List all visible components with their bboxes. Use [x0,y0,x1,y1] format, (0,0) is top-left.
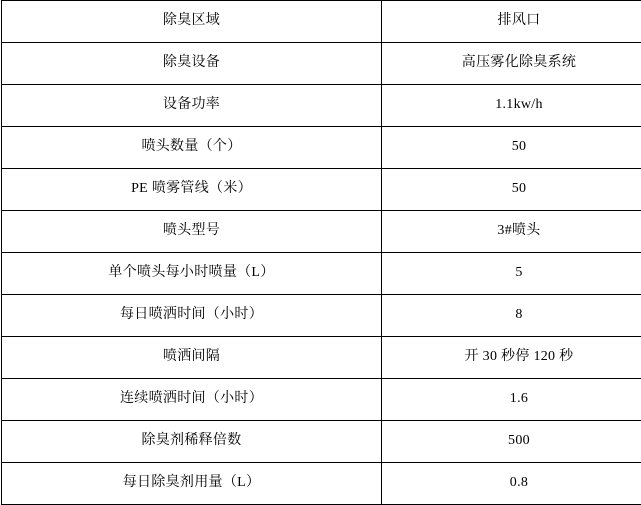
cell-text: 500 [508,433,530,450]
row-label-cell [2,379,382,421]
cell-text: 5 [515,265,522,282]
table-body [2,1,641,505]
cell-text: 50 [512,139,527,156]
row-label-cell [2,1,382,43]
row-label-cell [2,463,382,505]
cell-text: 1.1kw/h [495,97,543,114]
row-value-cell [382,85,641,127]
table-row [2,337,641,379]
cell-text: 0.8 [510,475,528,492]
table-row [2,211,641,253]
row-value-cell [382,1,641,43]
row-label-cell [2,421,382,463]
row-value-cell [382,421,641,463]
cell-text: 每日喷洒时间（小时） [120,307,263,324]
deodorization-spec-table [1,0,641,505]
cell-text: 除臭区域 [163,13,220,30]
cell-text: 除臭剂稀释倍数 [141,433,241,450]
cell-text: 50 [512,181,527,198]
table-row [2,127,641,169]
row-label-cell [2,85,382,127]
table-row [2,421,641,463]
cell-text: 高压雾化除臭系统 [462,55,576,72]
row-label-cell [2,43,382,85]
cell-text: 开 30 秒停 120 秒 [465,349,574,366]
cell-text: 8 [515,307,522,324]
table-row [2,463,641,505]
table-row [2,379,641,421]
cell-text: 喷头型号 [163,223,220,240]
cell-text: 喷洒间隔 [163,349,220,366]
row-value-cell [382,169,641,211]
cell-text: 每日除臭剂用量（L） [123,475,261,492]
row-label-cell [2,127,382,169]
cell-text: 设备功率 [163,97,220,114]
row-value-cell [382,379,641,421]
row-label-cell [2,253,382,295]
cell-text: 喷头数量（个） [141,139,241,156]
row-value-cell [382,127,641,169]
table-row [2,169,641,211]
cell-text: 3#喷头 [497,223,540,240]
cell-text: 1.6 [510,391,528,408]
row-value-cell [382,43,641,85]
row-value-cell [382,295,641,337]
cell-text: PE 喷雾管线（米） [131,181,252,198]
row-label-cell [2,295,382,337]
row-value-cell [382,211,641,253]
cell-text: 单个喷头每小时喷量（L） [108,265,274,282]
row-label-cell [2,211,382,253]
row-label-cell [2,169,382,211]
row-value-cell [382,253,641,295]
row-value-cell [382,463,641,505]
table-row [2,1,641,43]
table-row [2,295,641,337]
row-value-cell [382,337,641,379]
table-row [2,253,641,295]
table-row [2,85,641,127]
cell-text: 排风口 [498,13,541,30]
table-row [2,43,641,85]
cell-text: 除臭设备 [163,55,220,72]
row-label-cell [2,337,382,379]
cell-text: 连续喷洒时间（小时） [120,391,263,408]
